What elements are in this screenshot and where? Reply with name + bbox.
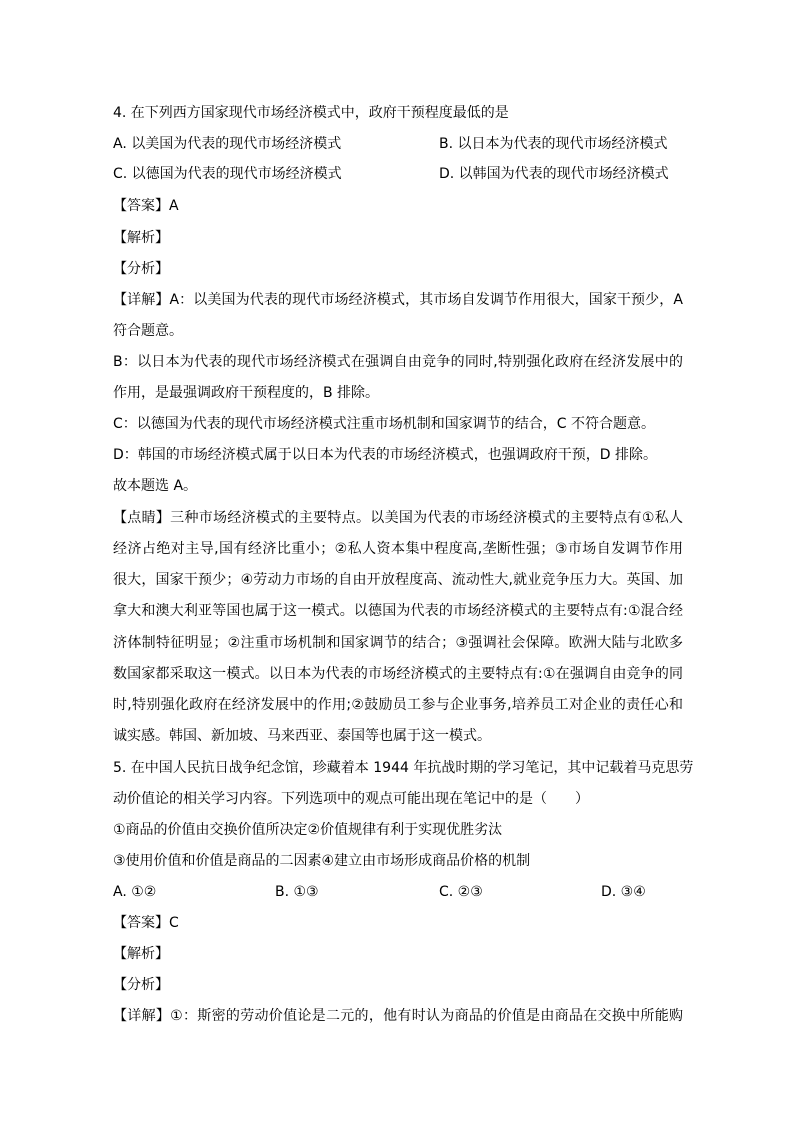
q4-detail-line: B：以日本为代表的现代市场经济模式在强调自由竞争的同时,特别强化政府在经济发展中的	[113, 354, 683, 370]
q5-statement-line: ①商品的价值由交换价值所决定②价值规律有利于实现优胜劣汰	[113, 822, 503, 838]
q5-option-b: B. ①③	[275, 884, 319, 900]
q5-jiexi-heading: 【解析】	[113, 946, 169, 962]
q5-fenxi-heading: 【分析】	[113, 977, 169, 993]
q4-dianjing-line: 济体制特征明显；②注重市场机制和国家调节的结合；③强调社会保障。欧洲大陆与北欧多	[113, 635, 683, 651]
q5-stem-line: 动价值论的相关学习内容。下列选项中的观点可能出现在笔记中的是（ ）	[113, 791, 589, 807]
q4-dianjing-line: 时,特别强化政府在经济发展中的作用;②鼓励员工参与企业事务,培养员工对企业的责任心和	[113, 697, 683, 713]
q4-dianjing-line: 诚实感。韩国、新加坡、马来西亚、泰国等也属于这一模式。	[113, 728, 491, 744]
q5-answer: 【答案】C	[113, 915, 179, 931]
q4-dianjing-line: 拿大和澳大利亚等国也属于这一模式。以德国为代表的市场经济模式的主要特点有:①混合经	[113, 603, 683, 619]
q5-stem-line: 5. 在中国人民抗日战争纪念馆，珍藏着本 1944 年抗战时期的学习笔记，其中记载着马克思劳	[113, 760, 694, 776]
q4-option-c: C. 以德国为代表的现代市场经济模式	[113, 166, 342, 182]
q5-option-a: A. ①②	[113, 884, 157, 900]
q4-detail-line: 故本题选 A。	[113, 478, 198, 494]
q4-detail-line: 符合题意。	[113, 323, 183, 339]
q4-jiexi-heading: 【解析】	[113, 230, 169, 246]
q5-statement-line: ③使用价值和价值是商品的二因素④建立由市场形成商品价格的机制	[113, 853, 531, 869]
q4-answer: 【答案】A	[113, 198, 179, 214]
q4-dianjing-line: 经济占绝对主导,国有经济比重小；②私人资本集中程度高,垄断性强；③市场自发调节作用	[113, 541, 683, 557]
q4-fenxi-heading: 【分析】	[113, 261, 169, 277]
q4-detail-line: 作用，是最强调政府干预程度的，B 排除。	[113, 385, 380, 401]
q5-detail-line: 【详解】①：斯密的劳动价值论是二元的，他有时认为商品的价值是由商品在交换中所能购	[113, 1008, 683, 1024]
q4-detail-line: C：以德国为代表的现代市场经济模式注重市场机制和国家调节的结合，C 不符合题意。	[113, 416, 655, 432]
q4-option-d: D. 以韩国为代表的现代市场经济模式	[439, 166, 669, 182]
q4-dianjing-line: 【点睛】三种市场经济模式的主要特点。以美国为代表的市场经济模式的主要特点有①私人	[113, 510, 683, 526]
q4-option-a: A. 以美国为代表的现代市场经济模式	[113, 136, 342, 152]
q4-dianjing-line: 数国家都采取这一模式。以日本为代表的市场经济模式的主要特点有:①在强调自由竞争的同	[113, 666, 683, 682]
q5-option-d: D. ③④	[601, 884, 646, 900]
q4-dianjing-line: 很大，国家干预少；④劳动力市场的自由开放程度高、流动性大,就业竞争压力大。英国、加	[113, 572, 683, 588]
q4-option-b: B. 以日本为代表的现代市场经济模式	[439, 136, 668, 152]
q4-detail-line: D：韩国的市场经济模式属于以日本为代表的市场经济模式，也强调政府干预，D 排除。	[113, 447, 658, 463]
q4-stem: 4. 在下列西方国家现代市场经济模式中，政府干预程度最低的是	[113, 105, 509, 121]
q5-option-c: C. ②③	[439, 884, 483, 900]
q4-detail-line: 【详解】A：以美国为代表的现代市场经济模式，其市场自发调节作用很大，国家干预少，A	[113, 292, 683, 308]
